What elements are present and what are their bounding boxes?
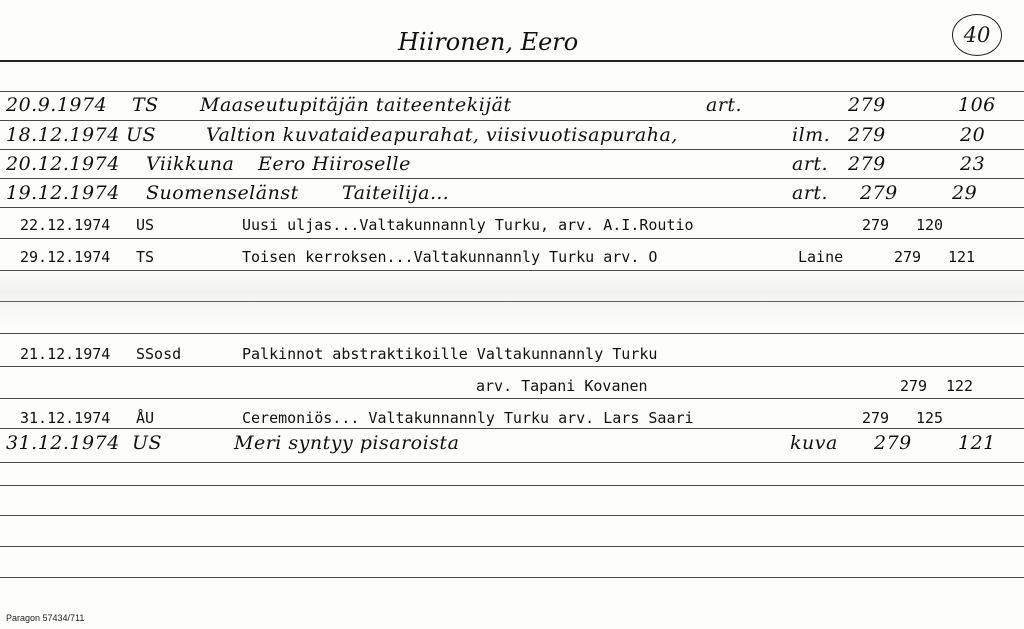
entry-date: 31.12.1974: [20, 409, 111, 427]
ruled-line: [0, 91, 1024, 92]
entry-source: US: [132, 432, 163, 454]
entry-date: 20.9.1974: [6, 94, 108, 116]
ruled-line: [0, 178, 1024, 179]
entry-source: SSosd: [136, 345, 182, 363]
entry-number: 106: [958, 94, 996, 116]
entry-number: 29: [952, 182, 978, 204]
ruled-line: [0, 207, 1024, 208]
entry-volume: 279: [848, 124, 886, 146]
entry-title: Eero Hiiroselle: [258, 153, 411, 175]
entry-date: 22.12.1974: [20, 216, 111, 234]
entry-title: Toisen kerroksen...Valtakunnannly Turku arv. O: [242, 248, 658, 266]
entry-kind: art.: [706, 94, 743, 116]
ruled-line: [0, 333, 1024, 334]
entry-source: US: [136, 216, 155, 234]
entry-date: 19.12.1974: [6, 182, 120, 204]
ruled-line: [0, 238, 1024, 239]
entry-kind: art.: [792, 153, 829, 175]
entry-title: Ceremoniös... Valtakunnannly Turku arv. Lars Saari: [242, 409, 694, 427]
entry-number: 122: [946, 377, 974, 395]
ruled-line: [0, 577, 1024, 578]
entry-volume: 279: [848, 153, 886, 175]
card-number-circle: [952, 14, 1002, 56]
entry-number: 20: [960, 124, 986, 146]
entry-source: TS: [132, 94, 159, 116]
entry-title: Palkinnot abstraktikoille Valtakunnannly Turku: [242, 345, 658, 363]
card-name: Hiironen, Eero: [398, 28, 579, 56]
entry-volume: 279: [848, 94, 886, 116]
ruled-line: [0, 398, 1024, 399]
ruled-line: [0, 120, 1024, 121]
entry-volume: 279: [894, 248, 922, 266]
entry-number: 121: [948, 248, 976, 266]
entry-number: 121: [958, 432, 996, 454]
entry-kind: kuva: [790, 432, 838, 454]
entry-source: Viikkuna: [146, 153, 235, 175]
ruled-line: [0, 366, 1024, 367]
entry-title: Meri syntyy pisaroista: [234, 432, 460, 454]
ruled-line: [0, 428, 1024, 429]
entry-source: ÅU: [136, 409, 155, 427]
entry-kind: ilm.: [792, 124, 831, 146]
entry-number: 125: [916, 409, 944, 427]
entry-source: Suomenselänst: [146, 182, 299, 204]
entry-volume: 279: [862, 409, 890, 427]
ruled-line: [0, 515, 1024, 516]
entry-kind: art.: [792, 182, 829, 204]
entry-date: 20.12.1974: [6, 153, 120, 175]
entry-number: 120: [916, 216, 944, 234]
erased-entry-smudge: [0, 268, 1024, 328]
ruled-line: [0, 485, 1024, 486]
entry-date: 21.12.1974: [20, 345, 111, 363]
ruled-line: [0, 462, 1024, 463]
entry-date: 29.12.1974: [20, 248, 111, 266]
card-number: 40: [963, 23, 991, 47]
entry-title: Uusi uljas...Valtakunnannly Turku, arv. A.I.Routio: [242, 216, 694, 234]
card-footer: Paragon 57434/711: [6, 613, 85, 623]
entry-extra: Laine: [798, 248, 844, 266]
entry-source: TS: [136, 248, 155, 266]
entry-date: 18.12.1974: [6, 124, 120, 146]
entry-volume: 279: [862, 216, 890, 234]
entry-number: 23: [960, 153, 986, 175]
entry-volume: 279: [900, 377, 928, 395]
entry-source: US: [126, 124, 157, 146]
ruled-line: [0, 546, 1024, 547]
entry-title: Valtion kuvataideapurahat, viisivuotisapuraha,: [206, 124, 678, 146]
entry-title: Taiteilija…: [342, 182, 450, 204]
entry-date: 31.12.1974: [6, 432, 120, 454]
entry-title: arv. Tapani Kovanen: [476, 377, 648, 395]
entry-volume: 279: [860, 182, 898, 204]
entry-title: Maaseutupitäjän taiteentekijät: [200, 94, 512, 116]
ruled-line: [0, 149, 1024, 150]
header-rule: [0, 60, 1024, 62]
entry-volume: 279: [874, 432, 912, 454]
